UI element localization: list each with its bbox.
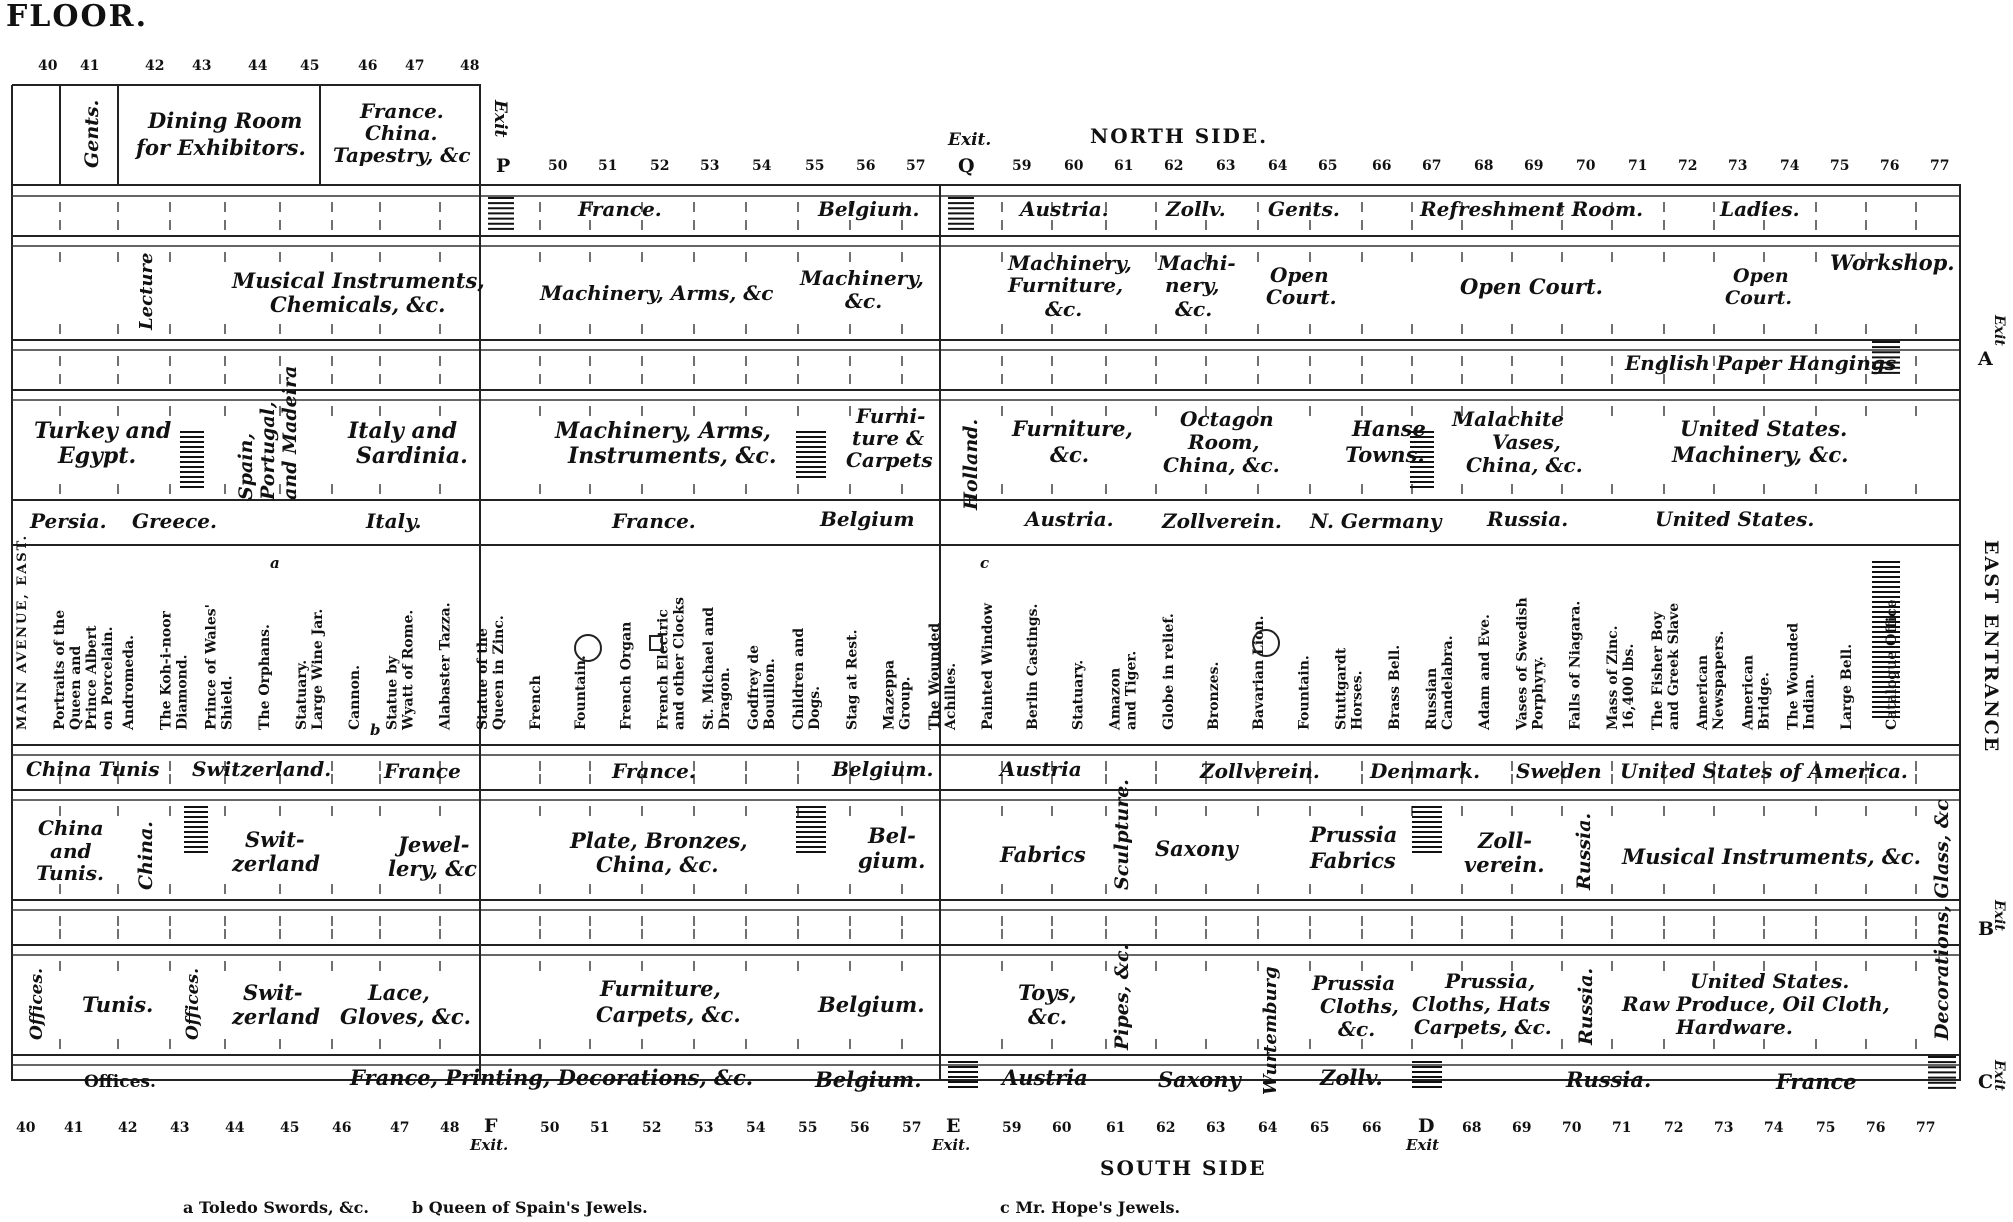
column-numbers-top	[548, 158, 1949, 174]
avenue-exhibit: Cannon.	[347, 665, 364, 730]
spain-line2: Portugal,	[257, 401, 279, 500]
column-number: 59	[1002, 1120, 1022, 1136]
tunis-7: Tunis.	[82, 992, 154, 1017]
avenue-exhibit: Newspapers.	[1711, 630, 1728, 730]
switzerland-7-1: Swit-	[243, 980, 303, 1005]
avenue-exhibit: Vases of Swedish	[1514, 597, 1531, 730]
furniture-carpets-2: ture &	[852, 426, 925, 450]
avenue-exhibit: Wyatt of Rome.	[400, 609, 417, 730]
turkey-egypt-2: Egypt.	[58, 443, 137, 469]
column-number: 69	[1512, 1120, 1532, 1136]
octagon-room-2: Room,	[1188, 430, 1260, 454]
avenue-exhibit: and Greek Slave	[1666, 602, 1682, 730]
column-number: 57	[906, 158, 926, 174]
avenue-exhibit: Dragon.	[716, 667, 733, 730]
pipes-vertical: Pipes, &c.	[1111, 943, 1133, 1050]
column-number: 50	[540, 1120, 560, 1136]
furniture-carpets-1: Furni-	[856, 404, 926, 428]
malachite-2: Vases,	[1492, 430, 1561, 454]
prussia-cloths-3: &c.	[1338, 1017, 1376, 1041]
column-number: 46	[332, 1120, 352, 1136]
exit-c-label: Exit	[1991, 1060, 2007, 1091]
column-number: 52	[650, 158, 670, 174]
avenue-exhibit: French Organ	[618, 621, 635, 730]
open-court-large: Open Court.	[1460, 274, 1603, 299]
france-printing: France, Printing, Decorations, &c.	[350, 1065, 754, 1090]
musical-instruments-6: Musical Instruments, &c.	[1622, 844, 1921, 869]
us-raw-produce-3: Hardware.	[1676, 1015, 1793, 1039]
machinery-instruments-1: Machinery, Arms,	[555, 418, 771, 444]
russia-7-vertical: Russia.	[1575, 967, 1597, 1045]
avenue-exhibit: Mazeppa	[881, 659, 898, 730]
avenue-exhibit: Horses.	[1349, 670, 1366, 730]
avenue-exhibit: Statuary.	[294, 659, 310, 730]
avenue-exhibit: Brass Bell.	[1386, 644, 1403, 730]
furniture-carpets-3: Carpets	[846, 448, 933, 472]
avenue-exhibit: The Wounded	[926, 622, 943, 730]
avenue-exhibit: Mass of Zinc.	[1604, 625, 1621, 730]
france-8: France	[1776, 1069, 1857, 1094]
zollverein-6-2: verein.	[1464, 852, 1545, 877]
exit-b-letter: B	[1978, 918, 1997, 940]
column-number: 54	[752, 158, 772, 174]
us-raw-produce-2: Raw Produce, Oil Cloth,	[1622, 992, 1890, 1016]
avenue-exhibit: Candelabra.	[1440, 635, 1456, 730]
avenue-exhibit: Portraits of the	[52, 609, 68, 730]
column-number: 77	[1916, 1120, 1936, 1136]
avenue-exhibit: Painted Window	[980, 603, 996, 730]
north-gents: Gents.	[1268, 197, 1340, 221]
belgium-8: Belgium.	[815, 1067, 922, 1092]
column-number: 72	[1678, 158, 1698, 174]
avenue-exhibit: Fountain.	[573, 655, 590, 730]
offices-7-right: Offices.	[183, 968, 203, 1040]
column-number: 75	[1830, 158, 1850, 174]
switzerland-6-2: zerland	[232, 851, 320, 876]
avenue-mark-c: c	[980, 554, 990, 572]
floor-heading: FLOOR.	[6, 0, 149, 34]
row4-russia: Russia.	[1487, 507, 1569, 531]
austria-furniture-2: &c.	[1050, 442, 1090, 467]
column-number: 53	[694, 1120, 714, 1136]
footnote-c: c Mr. Hope's Jewels.	[1000, 1198, 1181, 1217]
zollverein-6-1: Zoll-	[1478, 828, 1533, 853]
avenue-exhibit: 16,400 lbs.	[1620, 643, 1637, 730]
column-number: 65	[1310, 1120, 1330, 1136]
north-france: France.	[578, 197, 662, 221]
row4-persia: Persia.	[30, 509, 107, 533]
russia-6-vertical: Russia.	[1573, 812, 1595, 890]
prussia-hats-2: Cloths, Hats	[1412, 992, 1551, 1016]
prussia-hats-1: Prussia,	[1445, 969, 1536, 993]
avenue-exhibit: Bronzes.	[1206, 661, 1222, 730]
machinery-instruments-2: Instruments, &c.	[568, 443, 777, 469]
avenue-exhibit: Falls of Niagara.	[1567, 600, 1584, 730]
avenue-exhibit: Porphyry.	[1530, 656, 1547, 730]
wurtemburg-vertical: Wurtemburg	[1260, 966, 1281, 1095]
plate-bronzes-1: Plate, Bronzes,	[570, 828, 748, 853]
spain-line3: and Madeira	[279, 365, 301, 500]
avenue-exhibit: Children and	[791, 627, 808, 730]
dining-room-line2: for Exhibitors.	[136, 135, 306, 160]
avenue-exhibit: Group.	[897, 676, 914, 730]
exit-a-letter: A	[1978, 348, 1995, 370]
avenue-exhibit: American	[1695, 654, 1712, 730]
avenue-exhibit: Statuary.	[1070, 659, 1087, 730]
offices-8: Offices.	[84, 1072, 156, 1092]
footnote-b: b Queen of Spain's Jewels.	[412, 1198, 648, 1217]
switzerland-7-2: zerland	[232, 1004, 320, 1029]
russia-8: Russia.	[1566, 1067, 1652, 1092]
china-vertical: China.	[135, 821, 157, 890]
row5-france-1: France	[384, 759, 461, 783]
exit-p-vertical-label: Exit	[490, 100, 510, 138]
plate-bronzes-2: China, &c.	[596, 852, 719, 877]
column-number: 50	[548, 158, 568, 174]
footnote-a: a Toledo Swords, &c.	[183, 1198, 369, 1217]
north-austria: Austria.	[1020, 197, 1109, 221]
china-tunis-3: Tunis.	[36, 861, 104, 885]
avenue-exhibit: American	[1740, 654, 1757, 730]
exit-c-letter: C	[1978, 1071, 1996, 1093]
column-number: 48	[440, 1120, 460, 1136]
avenue-exhibit: Prince of Wales'	[203, 604, 220, 730]
column-number: 56	[850, 1120, 870, 1136]
row5-belgium: Belgium.	[832, 757, 934, 781]
avenue-exhibit: Diamond.	[174, 654, 191, 730]
open-court-1-line1: Open	[1270, 263, 1329, 287]
column-number: 57	[902, 1120, 922, 1136]
avenue-exhibit: Queen and	[68, 645, 84, 730]
exit-e-letter: E	[946, 1115, 963, 1137]
row5-china-tunis: China Tunis	[26, 757, 160, 781]
north-wing-gents: Gents.	[81, 99, 103, 168]
avenue-exhibit: French	[528, 675, 544, 730]
avenue-exhibit: St. Michael and	[700, 606, 717, 730]
column-number: 61	[1114, 158, 1134, 174]
column-number: 60	[1064, 158, 1084, 174]
workshop-label: Workshop.	[1830, 250, 1955, 275]
column-number: 66	[1362, 1120, 1382, 1136]
toys-1: Toys,	[1018, 980, 1077, 1005]
open-court-small-1: Open	[1733, 265, 1789, 287]
column-number: 43	[170, 1120, 190, 1136]
row5-sweden: Sweden	[1516, 759, 1602, 783]
exit-b-label: Exit	[1991, 900, 2007, 931]
zoll-machinery-3: &c.	[1175, 297, 1213, 321]
avenue-exhibit: Amazon	[1107, 667, 1124, 730]
furniture-carpets-7-2: Carpets, &c.	[596, 1002, 741, 1027]
austria-furniture-1: Furniture,	[1012, 416, 1133, 441]
column-number: 43	[192, 58, 212, 74]
column-number: 70	[1562, 1120, 1582, 1136]
saxony-6: Saxony	[1155, 836, 1238, 861]
column-number: 53	[700, 158, 720, 174]
musical-instruments-1: Musical Instruments,	[232, 268, 485, 293]
row5-zollverein: Zollverein.	[1200, 759, 1320, 783]
avenue-exhibit: Alabaster Tazza.	[437, 602, 454, 730]
decorations-glass-vertical: Decorations, Glass, &c	[1931, 799, 1953, 1040]
avenue-exhibit: Large Wine Jar.	[310, 608, 326, 730]
column-number: 75	[1816, 1120, 1836, 1136]
column-number: 59	[1012, 158, 1032, 174]
column-number: 62	[1156, 1120, 1176, 1136]
column-number: 74	[1764, 1120, 1784, 1136]
column-number: 45	[300, 58, 320, 74]
column-number: 55	[805, 158, 825, 174]
us-raw-produce-1: United States.	[1690, 969, 1850, 993]
turkey-egypt-1: Turkey and	[34, 418, 172, 444]
refreshment-room: Refreshment Room.	[1420, 197, 1644, 221]
prussia-cloths-1: Prussia	[1312, 971, 1396, 995]
column-number: 51	[598, 158, 618, 174]
lecture-label: Lecture	[136, 252, 157, 330]
exit-north-label: Exit.	[948, 130, 992, 150]
octagon-room-1: Octagon	[1180, 407, 1274, 431]
column-number: 56	[856, 158, 876, 174]
avenue-exhibit: The Orphans.	[256, 624, 273, 730]
north-zollv: Zollv.	[1166, 197, 1226, 221]
row4-n-germany: N. Germany	[1310, 509, 1442, 533]
column-number: 63	[1216, 158, 1236, 174]
zollv-8: Zollv.	[1320, 1065, 1383, 1090]
column-numbers-bottom	[16, 1120, 1935, 1136]
column-number: 46	[358, 58, 378, 74]
avenue-exhibit: Bridge.	[1756, 672, 1773, 730]
row5-united-states: United States of America.	[1620, 759, 1908, 783]
south-side-label: SOUTH SIDE	[1100, 1156, 1267, 1180]
prussia-fabrics-1: Prussia	[1310, 822, 1398, 847]
open-court-small-2: Court.	[1725, 287, 1793, 309]
open-court-1-line2: Court.	[1266, 285, 1337, 309]
avenue-mark-a: a	[270, 554, 280, 572]
column-number: 63	[1206, 1120, 1226, 1136]
china-tunis-1: China	[38, 816, 104, 840]
avenue-exhibit: Fountain.	[1296, 655, 1313, 730]
austria-machinery-1: Machinery,	[1008, 251, 1132, 275]
north-wing-france-3: Tapestry, &c	[333, 143, 471, 167]
avenue-exhibit: The Wounded	[1785, 622, 1802, 730]
east-entrance-label: EAST ENTRANCE	[1980, 540, 2002, 754]
italy-sardinia-2: Sardinia.	[356, 443, 468, 469]
belgium-7: Belgium.	[818, 992, 925, 1017]
column-number: 52	[642, 1120, 662, 1136]
column-number: 44	[225, 1120, 245, 1136]
column-number: 71	[1628, 158, 1648, 174]
column-number: 76	[1880, 158, 1900, 174]
avenue-exhibit: Berlin Castings.	[1025, 603, 1042, 730]
row5-france-2: France.	[612, 759, 696, 783]
us-machinery-1: United States.	[1680, 416, 1848, 441]
avenue-exhibit: Andromeda.	[121, 635, 138, 730]
exit-p-letter: P	[496, 155, 513, 177]
column-number: 40	[38, 58, 58, 74]
toys-2: &c.	[1028, 1004, 1068, 1029]
austria-machinery-3: &c.	[1045, 297, 1083, 321]
exit-f-letter: F	[484, 1115, 500, 1137]
column-number: 66	[1372, 158, 1392, 174]
column-number: 71	[1612, 1120, 1632, 1136]
avenue-exhibit: Shield.	[219, 675, 236, 730]
column-number: 42	[118, 1120, 138, 1136]
exit-f-label: Exit.	[470, 1136, 509, 1154]
avenue-exhibit: and other Clocks	[671, 597, 688, 730]
avenue-exhibit: Adam and Eve.	[1477, 614, 1494, 730]
main-avenue-exhibits	[52, 597, 1900, 731]
column-number: 42	[145, 58, 165, 74]
avenue-exhibit: French Electric	[655, 609, 672, 730]
avenue-exhibit: Catalogue Office	[1884, 599, 1900, 730]
column-number: 69	[1524, 158, 1544, 174]
saxony-8: Saxony	[1158, 1067, 1241, 1092]
octagon-room-3: China, &c.	[1163, 453, 1280, 477]
column-number: 73	[1714, 1120, 1734, 1136]
hanse-towns-1: Hanse	[1352, 416, 1426, 441]
avenue-exhibit: The Koh-i-noor	[158, 611, 175, 730]
column-number: 73	[1728, 158, 1748, 174]
north-wing-france-1: France.	[360, 99, 444, 123]
belgium-machinery-1: Machinery,	[800, 266, 924, 290]
prussia-fabrics-2: Fabrics	[1310, 848, 1396, 873]
row5-denmark: Denmark.	[1370, 759, 1481, 783]
column-number: 64	[1268, 158, 1288, 174]
prussia-cloths-2: Cloths,	[1320, 994, 1399, 1018]
exit-a-label: Exit	[1991, 315, 2007, 346]
column-number: 41	[64, 1120, 84, 1136]
exit-e-label: Exit.	[932, 1136, 971, 1154]
machinery-arms: Machinery, Arms, &c	[540, 281, 774, 305]
prussia-hats-3: Carpets, &c.	[1414, 1015, 1552, 1039]
column-number: 64	[1258, 1120, 1278, 1136]
column-number: 60	[1052, 1120, 1072, 1136]
column-number: 45	[280, 1120, 300, 1136]
holland-label: Holland.	[960, 418, 982, 510]
exit-d-letter: D	[1418, 1115, 1437, 1137]
avenue-exhibit: The Fisher Boy	[1650, 611, 1666, 730]
column-numbers-top-left	[38, 58, 479, 74]
avenue-exhibit: Bavarian Lion.	[1251, 615, 1268, 730]
column-number: 74	[1780, 158, 1800, 174]
column-number: 65	[1318, 158, 1338, 174]
avenue-exhibit: Queen in Zinc.	[490, 615, 507, 730]
main-avenue-label: MAIN AVENUE, EAST.	[15, 533, 30, 730]
avenue-exhibit: Stuttgardt	[1333, 647, 1350, 730]
avenue-exhibit: Statue of the	[474, 628, 491, 730]
column-number: 54	[746, 1120, 766, 1136]
column-number: 76	[1866, 1120, 1886, 1136]
avenue-exhibit: Achilles.	[942, 662, 959, 730]
jewellery-1: Jewel-	[398, 832, 470, 857]
belgium-6-2: gium.	[858, 848, 926, 873]
row5-austria: Austria	[1000, 757, 1082, 781]
china-tunis-2: and	[50, 839, 92, 863]
north-belgium: Belgium.	[818, 197, 920, 221]
column-number: 62	[1164, 158, 1184, 174]
fabrics-label: Fabrics	[1000, 842, 1086, 867]
column-number: 67	[1422, 158, 1442, 174]
avenue-exhibit: on Porcelain.	[100, 626, 116, 730]
column-number: 48	[460, 58, 480, 74]
column-number: 40	[16, 1120, 36, 1136]
lace-gloves-2: Gloves, &c.	[340, 1004, 471, 1029]
switzerland-6-1: Swit-	[245, 827, 305, 852]
column-number: 68	[1474, 158, 1494, 174]
malachite-1: Malachite	[1452, 407, 1564, 431]
exit-d-label: Exit	[1406, 1136, 1440, 1154]
column-number: 55	[798, 1120, 818, 1136]
avenue-exhibit: Stag at Rest.	[844, 629, 861, 730]
avenue-mark-b: b	[370, 721, 381, 739]
belgium-6-1: Bel-	[868, 823, 916, 848]
dining-room-line1: Dining Room	[148, 108, 303, 133]
row4-france: France.	[612, 509, 696, 533]
austria-8: Austria	[1002, 1065, 1088, 1090]
avenue-exhibit: Indian.	[1801, 674, 1818, 730]
lace-gloves-1: Lace,	[368, 980, 430, 1005]
avenue-exhibit: Globe in relief.	[1160, 613, 1177, 730]
column-number: 61	[1106, 1120, 1126, 1136]
exit-q-letter: Q	[958, 155, 977, 177]
jewellery-2: lery, &c	[388, 856, 477, 881]
column-number: 72	[1664, 1120, 1684, 1136]
avenue-exhibit: Godfrey de	[746, 644, 762, 730]
plan-grid	[12, 85, 1960, 1080]
english-paper-hangings: English Paper Hangings	[1625, 351, 1897, 375]
belgium-machinery-2: &c.	[845, 289, 883, 313]
column-number: 68	[1462, 1120, 1482, 1136]
row4-belgium: Belgium	[820, 507, 915, 531]
column-number: 70	[1576, 158, 1596, 174]
avenue-exhibit: Russian	[1424, 667, 1440, 730]
row4-united-states: United States.	[1655, 507, 1815, 531]
avenue-exhibit: Dogs.	[807, 685, 824, 730]
avenue-exhibit: Statue by	[384, 656, 401, 730]
column-number: 47	[390, 1120, 410, 1136]
musical-instruments-2: Chemicals, &c.	[270, 292, 446, 317]
avenue-exhibit: Large Bell.	[1838, 643, 1855, 730]
column-number: 47	[405, 58, 425, 74]
avenue-exhibit: and Tiger.	[1123, 650, 1140, 730]
hanse-towns-2: Towns.	[1345, 442, 1425, 467]
avenue-exhibit: Prince Albert	[84, 625, 100, 730]
row4-austria: Austria.	[1025, 507, 1114, 531]
column-number: 44	[248, 58, 268, 74]
row4-greece: Greece.	[132, 509, 217, 533]
spain-line1: Spain,	[235, 433, 257, 500]
north-wing-france-2: China.	[365, 121, 438, 145]
north-side-label: NORTH SIDE.	[1090, 124, 1269, 148]
us-machinery-2: Machinery, &c.	[1672, 442, 1849, 467]
north-ladies: Ladies.	[1720, 197, 1800, 221]
zoll-machinery-1: Machi-	[1158, 251, 1236, 275]
avenue-exhibit: Bouillon.	[762, 658, 778, 730]
sculpture-vertical: Sculpture.	[1111, 779, 1133, 890]
column-number: 51	[590, 1120, 610, 1136]
austria-machinery-2: Furniture,	[1008, 273, 1124, 297]
row4-zollverein: Zollverein.	[1162, 509, 1282, 533]
row4-italy: Italy.	[366, 509, 422, 533]
row5-switzerland: Switzerland.	[192, 757, 332, 781]
zoll-machinery-2: nery,	[1165, 273, 1220, 297]
italy-sardinia-1: Italy and	[348, 418, 458, 444]
furniture-carpets-7-1: Furniture,	[600, 976, 721, 1001]
column-number: 41	[80, 58, 100, 74]
offices-7-left: Offices.	[27, 968, 47, 1040]
column-number: 77	[1930, 158, 1950, 174]
malachite-3: China, &c.	[1466, 453, 1583, 477]
